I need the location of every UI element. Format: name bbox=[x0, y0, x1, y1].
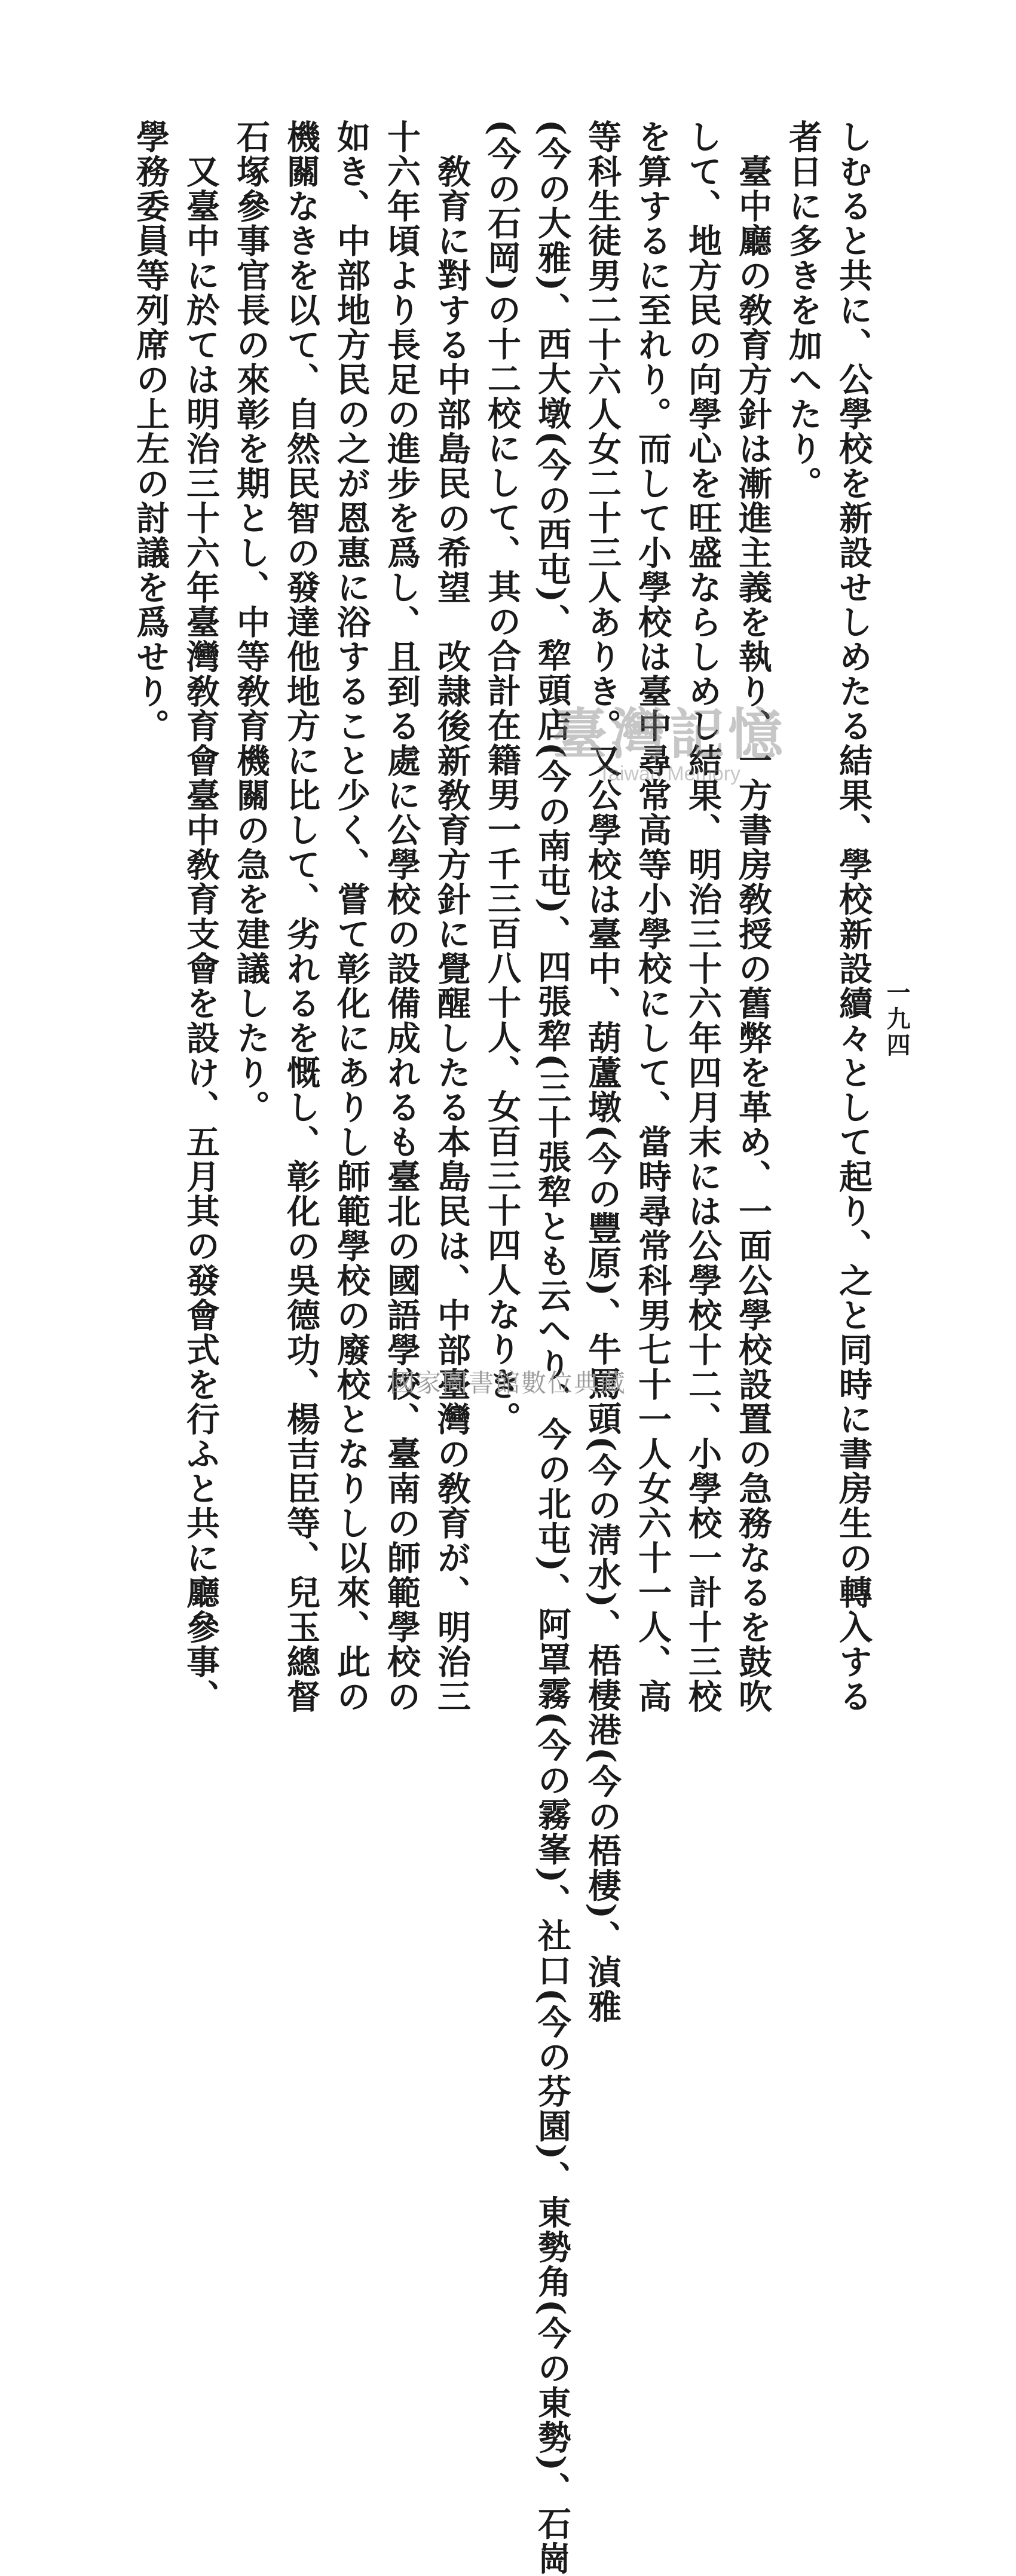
text-column: を算するに至れり。而して小學校は臺中尋常高等小學校にして、當時尋常科男七十一人女六十一人、高 bbox=[633, 120, 672, 1714]
text-column: して、地方民の向學心を旺盛ならしめし結果、明治三十六年四月末には公學校十二、小學校一計十三校 bbox=[683, 120, 723, 1714]
text-column: 等科生徒男二十六人女二十三人ありき。又公學校は臺中、葫蘆墩(今の豐原)、牛罵頭(今の淸水)、梧棲港(今の梧棲)、湞雅 bbox=[583, 120, 622, 2024]
text-column: 如き、中部地方民の之が恩惠に浴すること少く、嘗て彰化にありし師範學校の廢校となりし以來、此の bbox=[332, 120, 371, 1714]
watermark-en-text: Taiwan Memory bbox=[598, 762, 741, 785]
text-column: 石塚參事官長の來彰を期とし、中等敎育機關の急を建議したり。 bbox=[231, 120, 271, 1125]
text-column: 學務委員等列席の上左の討議を爲せり。 bbox=[131, 120, 170, 743]
text-column: しむると共に、公學校を新設せしめたる結果、學校新設續々として起り、之と同時に書房生の轉入する bbox=[834, 120, 873, 1714]
text-column: (今の大雅)、西大墩(今の西屯)、犂頭店(今の南屯)、四張犂(三十張犂とも云へり、今の北屯)、阿罩霧(今の霧峯)、社口(今の芬園)、東勢角(今の東勢)、石崗 bbox=[533, 120, 572, 2576]
text-column: 又臺中に於ては明治三十六年臺灣敎育會臺中敎育支會を設け、五月其の發會式を行ふと共に廳參事、 bbox=[181, 120, 221, 1714]
text-column: 十六年頃より長足の進步を爲し、且到る處に公學校の設備成れるも臺北の國語學校、臺南の師範學校の bbox=[382, 120, 421, 1714]
text-column: 敎育に對する中部島民の希望 改隷後新敎育方針に覺醒したる本島民は、中部臺灣の敎育が、明治三 bbox=[432, 120, 472, 1714]
footer-credit: 國家圖書館數位典藏 bbox=[389, 1368, 626, 1398]
watermark-cjk-text: 臺灣記憶 bbox=[552, 703, 787, 767]
text-column: 者日に多きを加へたり。 bbox=[784, 120, 823, 501]
text-column: (今の石岡)の十二校にして、其の合計在籍男一千三百八十人、女百三十四人なりき。 bbox=[482, 120, 522, 1436]
text-column: 臺中廳の敎育方針は漸進主義を執り、一方書房敎授の舊弊を革め、一面公學校設置の急務なるを鼓吹 bbox=[733, 120, 773, 1714]
page-number: 一九四 bbox=[883, 980, 911, 1059]
text-column: 機關なきを以て、自然民智の發達他地方に比して、劣れるを慨し、彰化の吳德功、楊吉臣等、兒玉總督 bbox=[281, 120, 321, 1714]
